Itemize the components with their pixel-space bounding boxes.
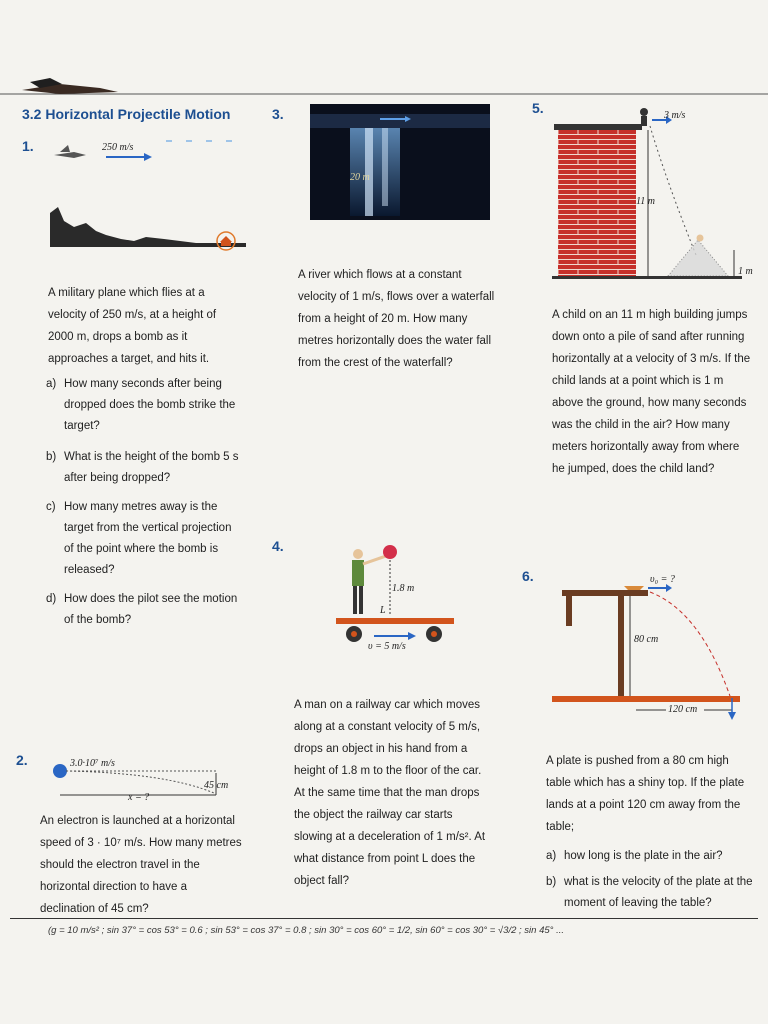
problem-6-figure	[552, 572, 748, 722]
section-title: 3.2 Horizontal Projectile Motion	[22, 106, 231, 122]
problem-2-number: 2.	[16, 752, 28, 768]
electron-speed-label: 3.0·10⁷ m/s	[70, 758, 115, 769]
question-label: d)	[46, 593, 57, 605]
question-text: How many metres away is the target from the vertical projection of the point where the bomb is released?	[64, 501, 232, 576]
landing-distance-label: 120 cm	[668, 704, 698, 715]
problem-4-text: A man on a railway car which moves along at a constant velocity of 5 m/s, drops an object in his hand from a height of 1.8 m to the floor of the car. At the same time that the man drops the object the railway car starts slowing at a deceleration of 1 m/s². At what distance from point L does the object fall?	[294, 699, 486, 887]
plate-speed-label: υ₀ = ?	[650, 574, 675, 585]
problem-3-text: A river which flows at a constant velocity of 1 m/s, flows over a waterfall from a height of 20 m. How many metres horizontally does the water fall from the crest of the waterfall?	[298, 269, 495, 369]
drop-height-label: 1.8 m	[392, 583, 415, 594]
problem-5-number: 5.	[532, 100, 544, 116]
problem-5-text: A child on an 11 m high building jumps down onto a pile of sand after running horizontally at a velocity of 3 m/s. If the child lands at a point which is 1 m above the ground, how many seconds was the child in the air? How many meters horizontally away from where he jumped, does the child land?	[552, 309, 751, 475]
question-text: What is the height of the bomb 5 s after being dropped?	[64, 451, 239, 484]
problem-4-figure	[330, 540, 470, 652]
question-text: what is the velocity of the plate at the moment of leaving the table?	[564, 876, 753, 909]
constants-footer: (g = 10 m/s² ; sin 37° = cos 53° = 0.6 ; sin 53° = cos 37° = 0.8 ; sin 30° = cos 60° = 1/2, sin 60° = cos 30° = √3/2 ; sin 45° ...	[48, 925, 565, 936]
problem-1-figure	[46, 135, 256, 255]
question-label: b)	[546, 876, 557, 888]
x-distance-label: x = ?	[128, 792, 150, 803]
plane-speed-label: 250 m/s	[102, 142, 134, 153]
question-text: How does the pilot see the motion of the bomb?	[64, 593, 238, 626]
question-label: a)	[546, 850, 557, 862]
problem-2-text: An electron is launched at a horizontal speed of 3 · 10⁷ m/s. How many metres should the electron travel in the horizontal direction to have a declination of 45 cm?	[40, 815, 242, 915]
question-text: How many seconds after being dropped does the bomb strike the target?	[64, 378, 236, 432]
problem-6-text: A plate is pushed from a 80 cm high table which has a shiny top. If the plate lands at a point 120 cm away from the table;	[546, 755, 745, 833]
footer-divider	[10, 918, 758, 919]
question-text: how long is the plate in the air?	[564, 850, 723, 862]
question-label: b)	[46, 451, 57, 463]
car-speed-label: υ = 5 m/s	[368, 641, 406, 652]
problem-6-number: 6.	[522, 568, 534, 584]
question-label: c)	[46, 501, 56, 513]
point-L-label: L	[380, 605, 386, 616]
problem-3-number: 3.	[272, 106, 284, 122]
waterfall-image	[310, 104, 490, 220]
pile-height-label: 1 m	[738, 266, 753, 277]
problem-5-figure	[548, 100, 748, 285]
problem-1-text: A military plane which flies at a velocity of 250 m/s, at a height of 2000 m, drops a bomb as it approaches a target, and hits it.	[48, 287, 217, 365]
question-label: a)	[46, 378, 57, 390]
child-speed-label: 3 m/s	[664, 110, 686, 121]
header-decoration	[0, 72, 768, 102]
waterfall-height-label: 20 m	[350, 172, 370, 183]
declination-label: 45 cm	[204, 780, 229, 791]
table-height-label: 80 cm	[634, 634, 659, 645]
problem-1-number: 1.	[22, 138, 34, 154]
building-height-label: 11 m	[636, 196, 655, 207]
problem-4-number: 4.	[272, 538, 284, 554]
